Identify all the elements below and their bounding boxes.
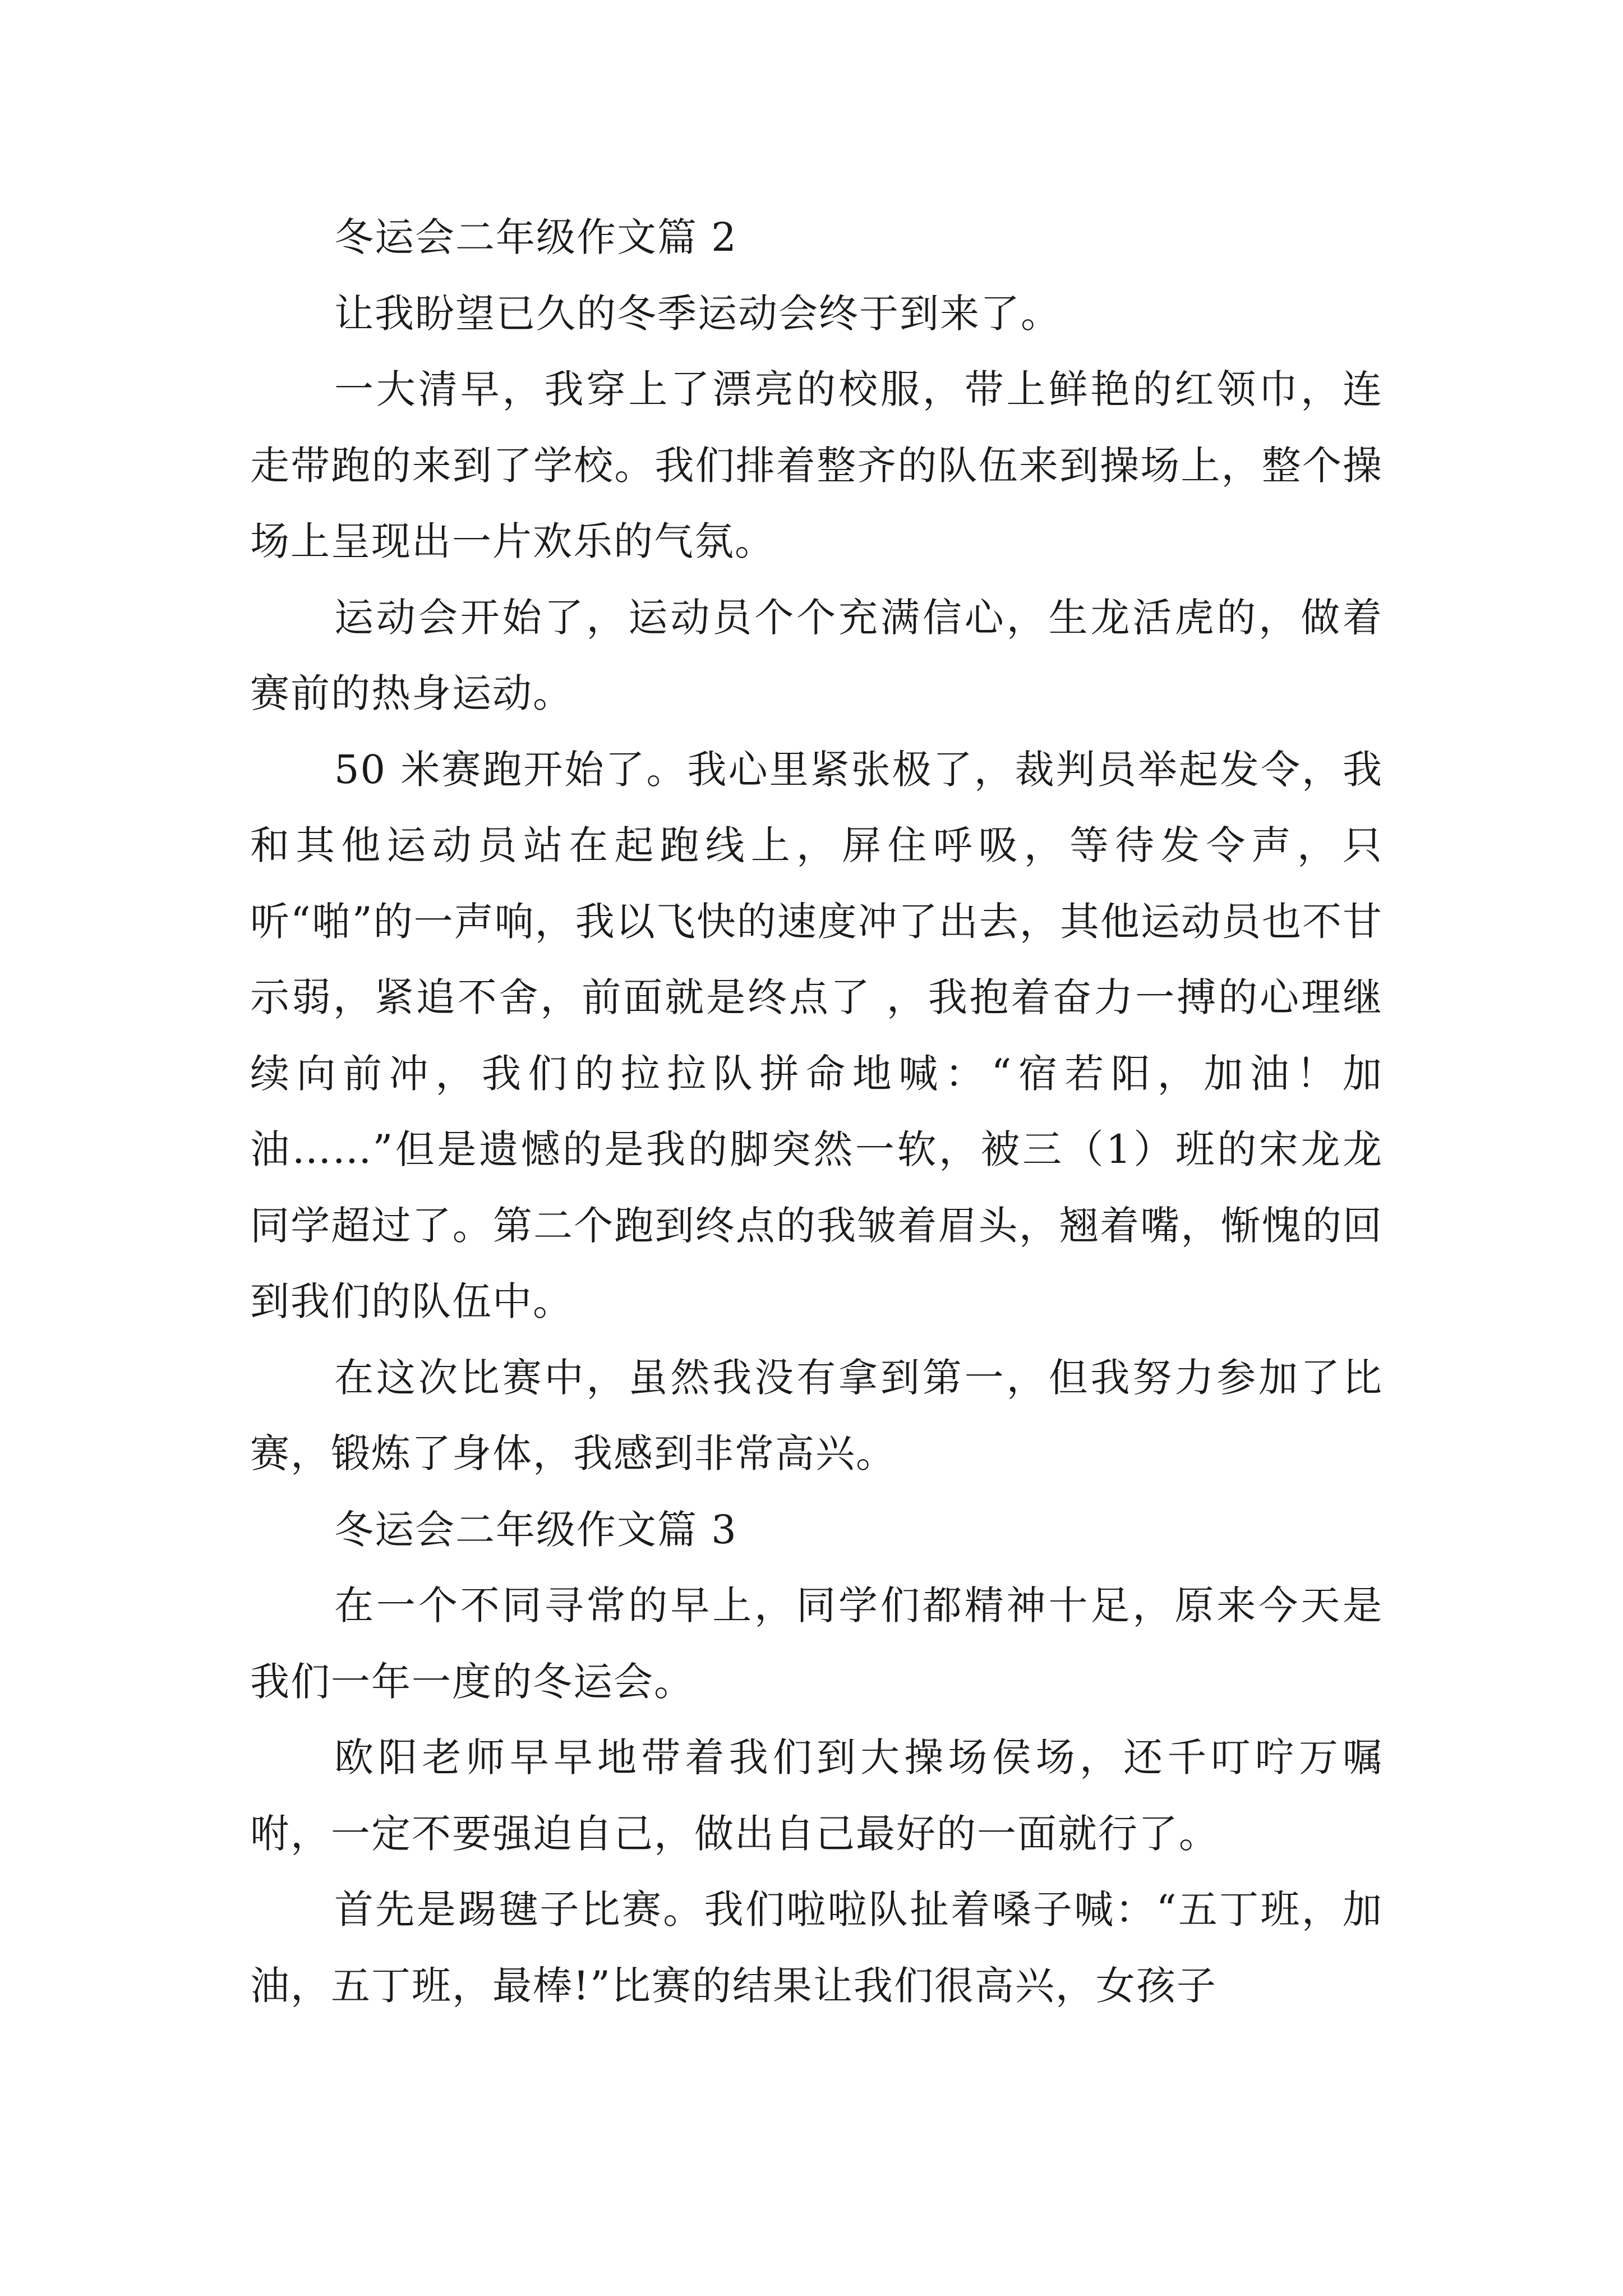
paragraph: 运动会开始了，运动员个个充满信心，生龙活虎的，做着赛前的热身运动。 [250,594,1383,716]
section-heading-2: 冬运会二年级作文篇 2 [334,214,737,260]
paragraph: 50 米赛跑开始了。我心里紧张极了，裁判员举起发令，我和其他运动员站在起跑线上，屏住呼吸，等待发令声，只听“啪”的一声响，我以飞快的速度冲了出去，其他运动员也不甘示弱，紧追不舍，前面就是终点了 ，我抱着奋力一搏的心理继续向前冲，我们的拉拉队拼命地喊：“宿若阳，加油！加油……”但是遗憾的是我的脚突然一软，被三（1）班的宋龙龙同学超过了。第二个跑到终点的我皱着眉头，翘着嘴，惭愧的回到我们的队伍中。 [250,746,1383,1324]
paragraph: 首先是踢毽子比赛。我们啦啦队扯着嗓子喊：“五丁班，加油，五丁班，最棒!”比赛的结果让我们很高兴，女孩子 [250,1887,1383,2009]
article-body [250,200,1383,2024]
paragraph: 在这次比赛中，虽然我没有拿到第一，但我努力参加了比赛，锻炼了身体，我感到非常高兴。 [250,1354,1383,1476]
paragraph: 一大清早，我穿上了漂亮的校服，带上鲜艳的红领巾，连走带跑的来到了学校。我们排着整齐的队伍来到操场上，整个操场上呈现出一片欢乐的气氛。 [250,366,1383,564]
paragraph: 让我盼望已久的冬季运动会终于到来了。 [334,290,1061,337]
paragraph: 在一个不同寻常的早上，同学们都精神十足，原来今天是我们一年一度的冬运会。 [250,1582,1383,1705]
section-heading-3: 冬运会二年级作文篇 3 [334,1506,737,1553]
paragraph: 欧阳老师早早地带着我们到大操场侯场，还千叮咛万嘱咐，一定不要强迫自己，做出自己最好的一面就行了。 [250,1734,1383,1857]
